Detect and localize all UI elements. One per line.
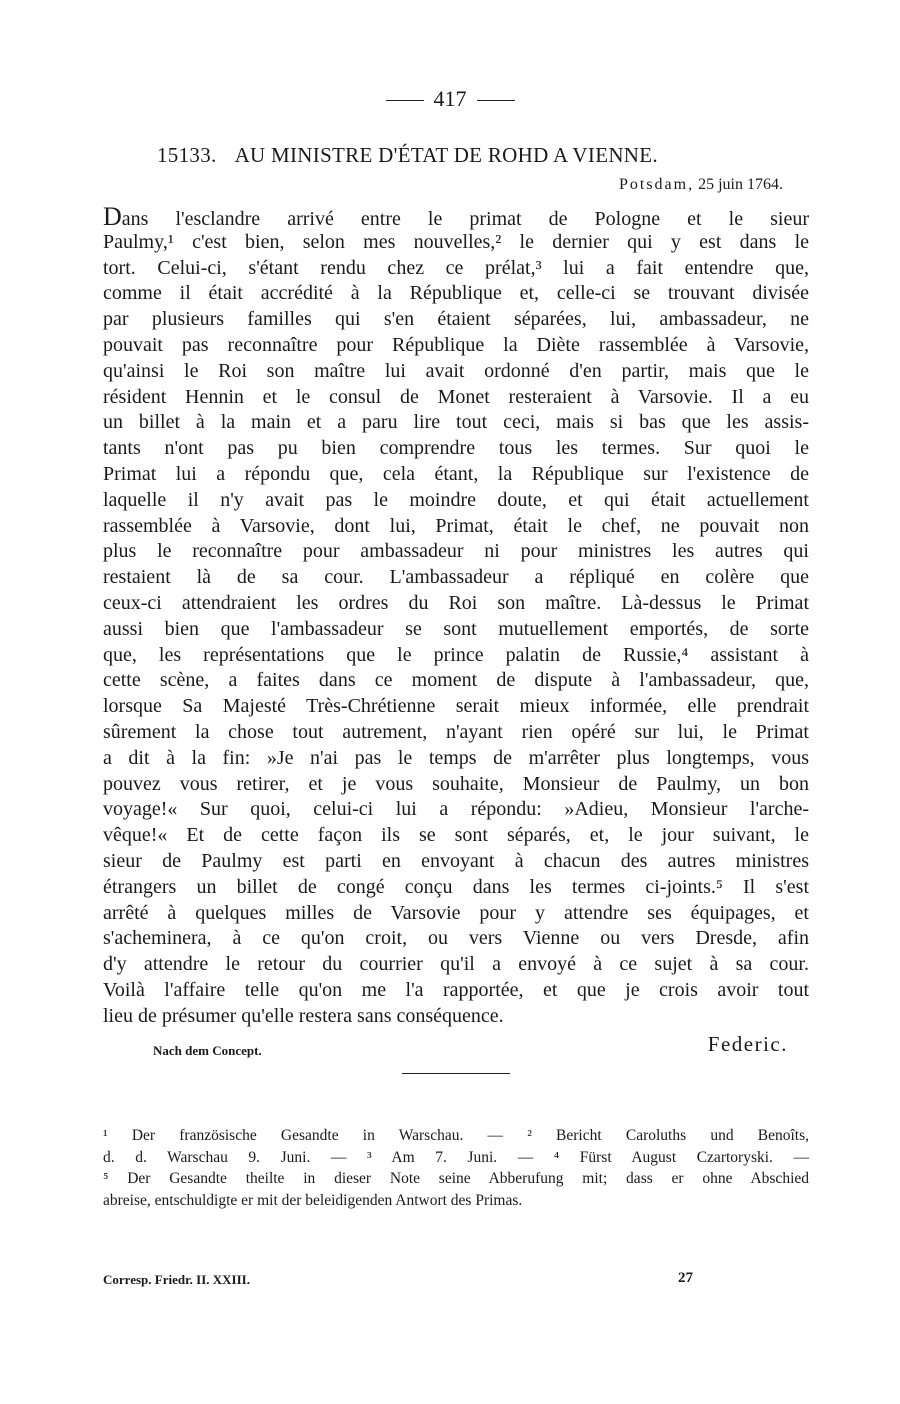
footnote-line: ¹ Der französische Gesandte in Warschau. — ² Bericht Caroluths und Benoîts,	[103, 1127, 809, 1144]
body-line: plus le reconnaître pour ambassadeur ni pour ministres les autres qui	[103, 540, 809, 563]
source-note: Nach dem Concept.	[153, 1043, 262, 1058]
footer-volume: Corresp. Friedr. II. XXIII.	[103, 1272, 250, 1287]
body-line: étrangers un billet de congé conçu dans les termes ci-joints.⁵ Il s'est	[103, 875, 809, 898]
initial-letter: D	[103, 202, 122, 231]
rule-right	[477, 100, 515, 101]
footnote-line: abreise, entschuldigte er mit der beleidigenden Antwort des Primas.	[103, 1191, 523, 1209]
body-line: comme il était accrédité à la République et, celle-ci se trouvant divisée	[103, 282, 809, 305]
body-line: résident Hennin et le consul de Monet resteraient à Varsovie. Il a eu	[103, 385, 809, 408]
body-line: Dans l'esclandre arrivé entre le primat de Pologne et le sieur	[103, 202, 809, 231]
letter-heading	[157, 143, 658, 168]
letter-body	[103, 204, 809, 1030]
rule-left	[386, 100, 424, 101]
page-footer	[103, 1272, 809, 1288]
page-number-header	[0, 86, 900, 112]
date-place: Potsdam,	[618, 176, 695, 193]
footer-sheet-number: 27	[678, 1270, 693, 1286]
body-line: Paulmy,¹ c'est bien, selon mes nouvelles,² le dernier qui y est dans le	[103, 230, 809, 253]
body-line: d'y attendre le retour du courrier qu'il a envoyé à ce sujet à sa cour.	[103, 953, 809, 976]
body-line: tants n'ont pas pu bien comprendre tous les termes. Sur quoi le	[103, 437, 809, 460]
footnotes	[103, 1125, 809, 1211]
body-line: par plusieurs familles qui s'en étaient séparées, lui, ambassadeur, ne	[103, 308, 809, 331]
date-day: 25 juin 1764.	[698, 176, 783, 193]
body-line: que, les représentations que le prince palatin de Russie,⁴ assistant à	[103, 643, 809, 666]
body-line: Voilà l'affaire telle qu'on me l'a rapportée, et que je crois avoir tout	[103, 978, 809, 1001]
body-line: lieu de présumer qu'elle restera sans conséquence.	[103, 1004, 504, 1027]
body-line: rassemblée à Varsovie, dont lui, Primat, était le chef, ne pouvait non	[103, 514, 809, 537]
signature: Federic.	[707, 1032, 788, 1056]
body-line: pouvait pas reconnaître pour République la Diète rassemblée à Varsovie,	[103, 333, 809, 356]
body-line: sieur de Paulmy est parti en envoyant à chacun des autres ministres	[103, 849, 809, 872]
footnote-line: d. d. Warschau 9. Juni. — ³ Am 7. Juni. — ⁴ Fürst August Czartoryski. —	[103, 1148, 809, 1166]
footnote-separator	[402, 1073, 510, 1074]
body-line: restaient là de sa cour. L'ambassadeur a répliqué en colère que	[103, 566, 809, 589]
letter-title: AU MINISTRE D'ÉTAT DE ROHD A VIENNE.	[234, 143, 658, 167]
body-line: vêque!« Et de cette façon ils se sont séparés, et, le jour suivant, le	[103, 824, 809, 847]
body-line: arrêté à quelques milles de Varsovie pour y attendre ses équipages, et	[103, 901, 809, 924]
body-line: Primat lui a répondu que, cela étant, la République sur l'existence de	[103, 462, 809, 485]
body-line: s'acheminera, à ce qu'on croit, ou vers Vienne ou vers Dresde, afin	[103, 927, 809, 950]
body-line: un billet à la main et a paru lire tout ceci, mais si bas que les assis-	[103, 411, 809, 434]
dateline	[619, 176, 783, 194]
body-line: voyage!« Sur quoi, celui-ci lui a répondu: »Adieu, Monsieur l'arche-	[103, 798, 809, 821]
page-number: 417	[433, 86, 467, 111]
letter-number: 15133.	[157, 143, 217, 167]
body-line: tort. Celui-ci, s'étant rendu chez ce prélat,³ lui a fait entendre que,	[103, 256, 809, 279]
body-line: lorsque Sa Majesté Très-Chrétienne serait mieux informée, elle prendrait	[103, 695, 809, 718]
body-line: cette scène, a faites dans ce moment de dispute à l'ambassadeur, que,	[103, 669, 809, 692]
body-line: pouvez vous retirer, et je vous souhaite, Monsieur de Paulmy, un bon	[103, 772, 809, 795]
body-line: sûrement la chose tout autrement, n'ayant rien opéré sur lui, le Primat	[103, 720, 809, 743]
body-line: qu'ainsi le Roi son maître lui avait ordonné d'en partir, mais que le	[103, 359, 809, 382]
body-line: ceux-ci attendraient les ordres du Roi son maître. Là-dessus le Primat	[103, 591, 809, 614]
footnote-line: ⁵ Der Gesandte theilte in dieser Note seine Abberufung mit; dass er ohne Abschied	[103, 1170, 809, 1187]
body-line: aussi bien que l'ambassadeur se sont mutuellement emportés, de sorte	[103, 617, 809, 640]
body-line: a dit à la fin: »Je n'ai pas le temps de m'arrêter plus longtemps, vous	[103, 746, 809, 769]
body-line: laquelle il n'y avait pas le moindre doute, et qui était actuellement	[103, 488, 809, 511]
